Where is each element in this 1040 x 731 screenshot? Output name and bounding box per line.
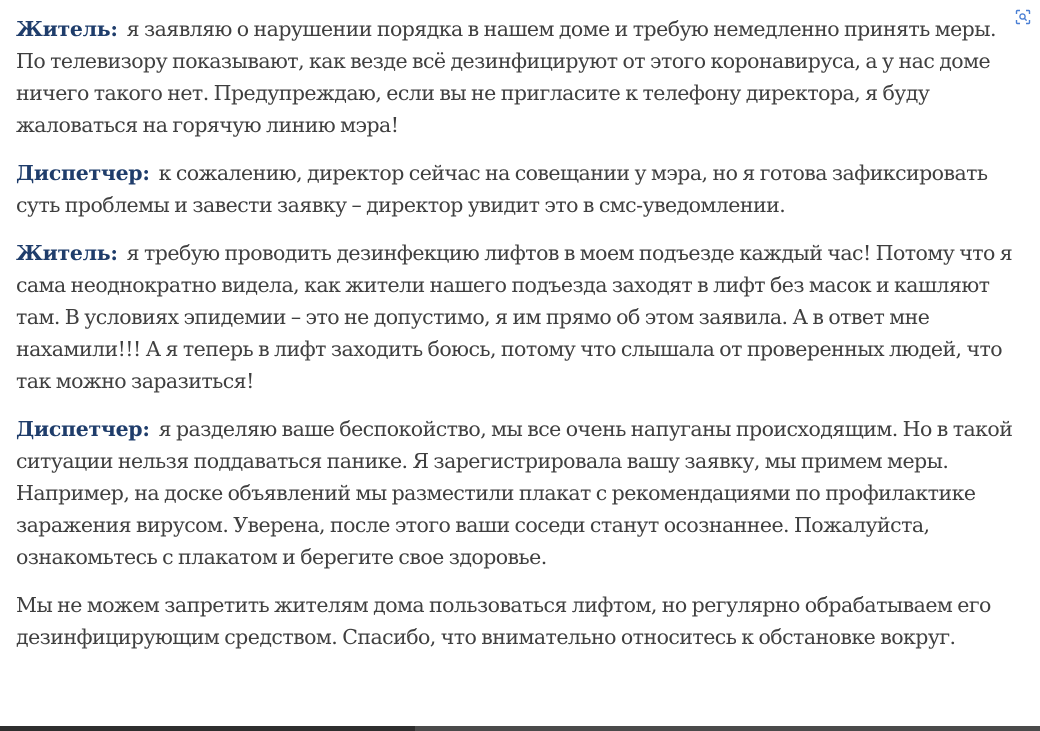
turn-text: я заявляю о нарушении порядка в нашем доме и требую немедленно принять меры. По телевизору показывают, как везде всё дезинфицируют от этого коронавируса, а у нас доме ничего такого нет. Предупреждаю, если вы не пригласите к телефону директора, я буду жаловаться на горячую линию мэра!	[16, 17, 996, 137]
speaker-label: Житель:	[16, 241, 118, 265]
dialogue-document	[16, 13, 1028, 669]
turn-text: к сожалению, директор сейчас на совещании у мэра, но я готова зафиксировать суть проблемы и завести заявку – директор увидит это в смс-уведомлении.	[16, 161, 988, 217]
closing-paragraph: Мы не можем запретить жителям дома пользоваться лифтом, но регулярно обрабатываем его дезинфицирующим средством. Спасибо, что внимательно относитесь к обстановке вокруг.	[16, 593, 991, 649]
dialogue-turn-resident-1	[16, 13, 1028, 141]
dialogue-turn-dispatcher-2	[16, 413, 1028, 573]
dialogue-turn-dispatcher-1	[16, 157, 1028, 221]
bottom-scroll-track[interactable]	[0, 726, 1040, 731]
visual-search-icon	[1015, 9, 1031, 25]
turn-text: я требую проводить дезинфекцию лифтов в моем подъезде каждый час! Потому что я сама неоднократно видела, как жители нашего подъезда заходят в лифт без масок и кашляют там. В условиях эпидемии – это не допустимо, я им прямо об этом заявила. А в ответ мне нахамили!!! А я теперь в лифт заходить боюсь, потому что слышала от проверенных людей, что так можно заразиться!	[16, 241, 1013, 393]
bottom-scroll-thumb[interactable]	[0, 726, 415, 731]
turn-text: я разделяю ваше беспокойство, мы все очень напуганы происходящим. Но в такой ситуации нельзя поддаваться панике. Я зарегистрировала вашу заявку, мы примем меры. Например, на доске объявлений мы разместили плакат с рекомендациями по профилактике заражения вирусом. Уверена, после этого ваши соседи станут осознаннее. Пожалуйста, ознакомьтесь с плакатом и берегите свое здоровье.	[16, 417, 1013, 569]
speaker-label: Диспетчер:	[16, 417, 150, 441]
speaker-label: Диспетчер:	[16, 161, 150, 185]
dialogue-turn-resident-2	[16, 237, 1028, 397]
visual-search-button[interactable]	[1012, 6, 1034, 28]
speaker-label: Житель:	[16, 17, 118, 41]
